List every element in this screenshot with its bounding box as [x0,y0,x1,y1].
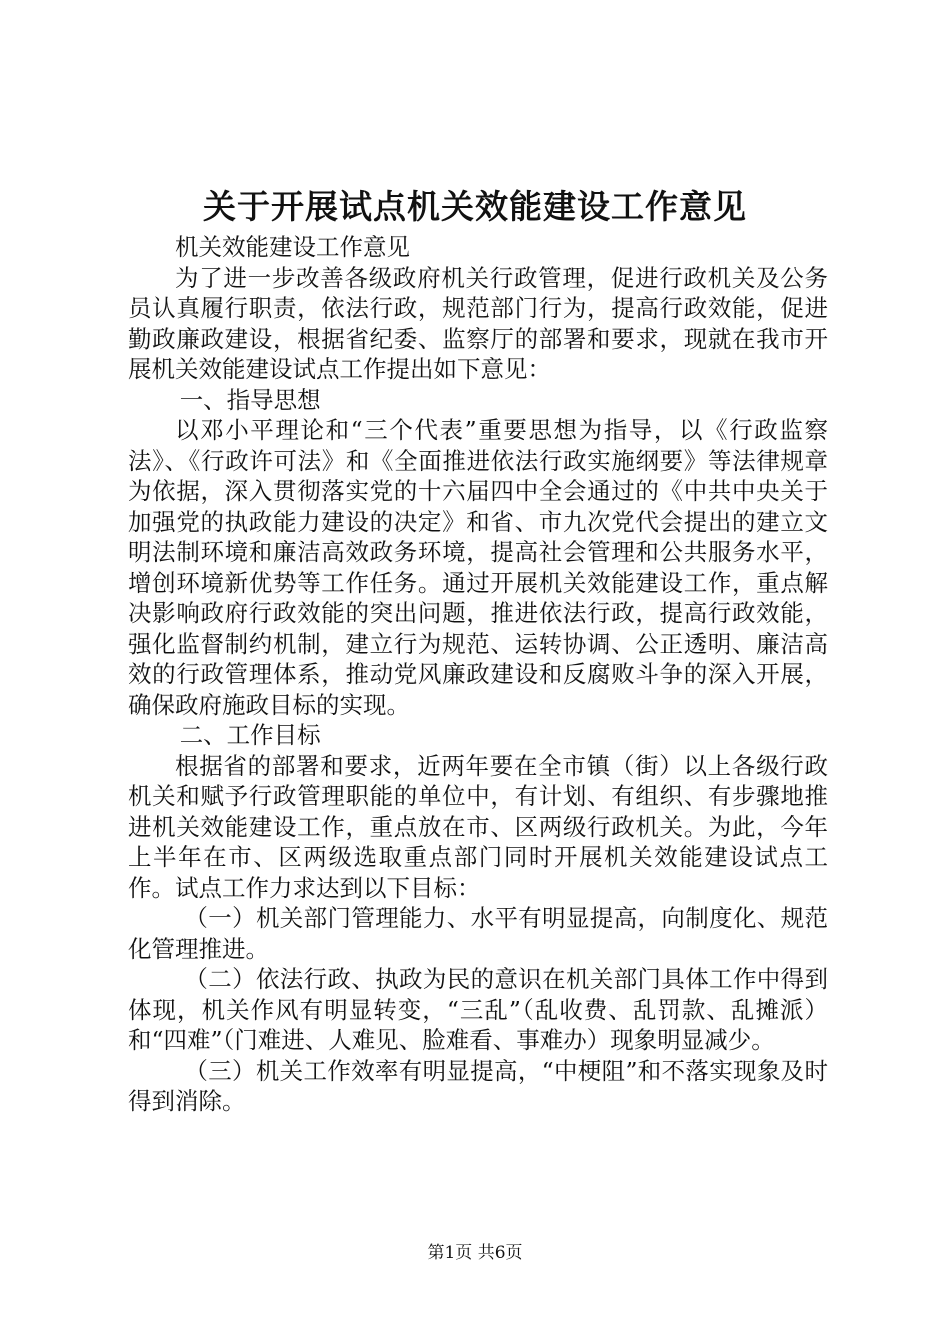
paragraph-intro: 为了进一步改善各级政府机关行政管理，促进行政机关及公务员认真履行职责，依法行政，规范部门行为，提高行政效能，促进勤政廉政建设，根据省纪委、监察厅的部署和要求，现就在我市开展机关效能建设试点工作提出如下意见： [128,263,828,383]
goal-item-1: （一）机关部门管理能力、水平有明显提高，向制度化、规范化管理推进。 [128,904,828,963]
page-footer: 第1页 共6页 [427,1243,523,1263]
document-subtitle: 机关效能建设工作意见 [175,233,410,261]
goal-item-3: （三）机关工作效率有明显提高，“中梗阻”和不落实现象及时得到消除。 [128,1056,828,1115]
document-body [128,232,828,1117]
document-title: 关于开展试点机关效能建设工作意见 [203,187,747,226]
section-heading-work-goals: 二、工作目标 [179,721,321,749]
goal-item-2: （二）依法行政、执政为民的意识在机关部门具体工作中得到体现，机关作风有明显转变，“三乱”（乱收费、乱罚款、乱摊派）和“四难”（门难进、人难见、脸难看、事难办）现象明显减少。 [128,965,828,1054]
paragraph-work-goals: 根据省的部署和要求，近两年要在全市镇（街）以上各级行政机关和赋予行政管理职能的单位中，有计划、有组织、有步骤地推进机关效能建设工作，重点放在市、区两级行政机关。为此，今年上半年在市、区两级选取重点部门同时开展机关效能建设试点工作。试点工作力求达到以下目标： [128,751,828,902]
paragraph-guiding-thought: 以邓小平理论和“三个代表”重要思想为指导，以《行政监察法》、《行政许可法》和《全面推进依法行政实施纲要》等法律规章为依据，深入贯彻落实党的十六届四中全会通过的《中共中央关于加强党的执政能力建设的决定》和省、市九次党代会提出的建立文明法制环境和廉洁高效政务环境，提高社会管理和公共服务水平，增创环境新优势等工作任务。通过开展机关效能建设工作，重点解决影响政府行政效能的突出问题，推进依法行政，提高行政效能，强化监督制约机制，建立行为规范、运转协调、公正透明、廉洁高效的行政管理体系，推动党风廉政建设和反腐败斗争的深入开展，确保政府施政目标的实现。 [128,416,828,719]
section-heading-guiding-thought: 一、指导思想 [179,385,321,414]
